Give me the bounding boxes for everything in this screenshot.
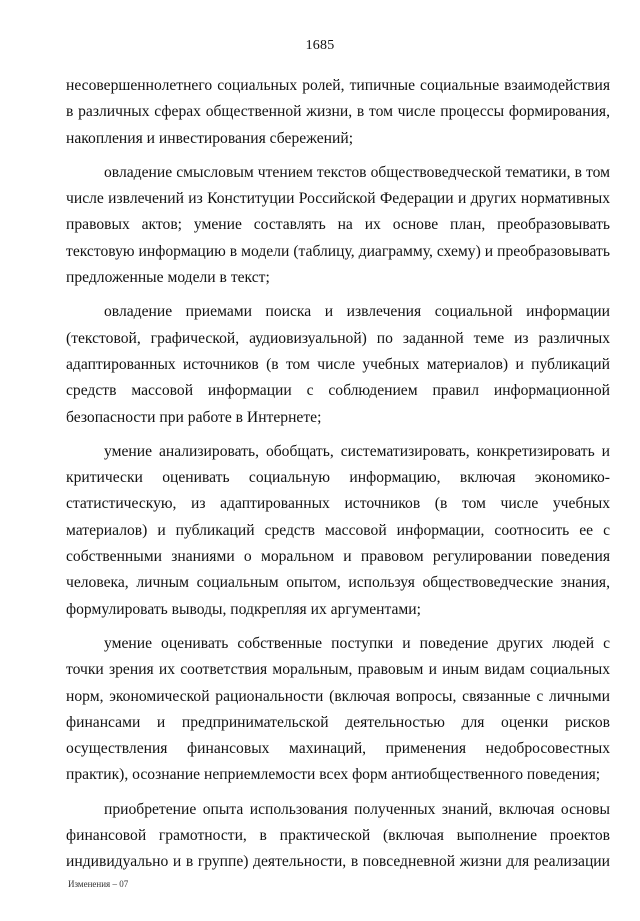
paragraph-information-search: овладение приемами поиска и извлечения социальной информации (текстовой, графической, аудиовизуальной) по заданной теме из различных адаптированных источников (в том числе учебных материалов) и публикаций средств массовой информации с соблюдением правил информационной безопасности при работе в Интернете; xyxy=(66,303,610,426)
footer-revision-note: Изменения – 07 xyxy=(68,879,129,889)
paragraph-experience-application: приобретение опыта использования полученных знаний, включая основы финансовой грамотности, в практической (включая выполнение проектов индивидуально и в группе) деятельности, в повседневной жизни для реализации xyxy=(66,800,610,871)
page-number: 1685 xyxy=(305,38,335,53)
paragraph-analysis-skills: умение анализировать, обобщать, систематизировать, конкретизировать и критически оценивать социальную информацию, включая экономико-статистическую, из адаптированных источников (в том числе учебных материалов) и публикаций средств массовой информации, соотносить ее с собственными знаниями о моральном и правовом регулировании поведения человека, личным социальным опытом, используя обществоведческие знания, формулировать выводы, подкрепляя их аргументами; xyxy=(66,442,610,618)
document-body xyxy=(66,73,610,884)
paragraph-semantic-reading: овладение смысловым чтением текстов обществоведческой тематики, в том числе извлечений из Конституции Российской Федерации и других нормативных правовых актов; умение составлять на их основе план, преобразовывать текстовую информацию в модели (таблицу, диаграмму, схему) и преобразовывать предложенные модели в текст; xyxy=(66,163,610,287)
paragraph-continuation: несовершеннолетнего социальных ролей, типичные социальные взаимодействия в различных сферах общественной жизни, в том числе процессы формирования, накопления и инвестирования сбережений; xyxy=(66,77,610,147)
paragraph-evaluation-skills: умение оценивать собственные поступки и поведение других людей с точки зрения их соответствия моральным, правовым и иным видам социальных норм, экономической рациональности (включая вопросы, связанные с личными финансами и предпринимательской деятельностью для оценки рисков осуществления финансовых махинаций, применения недобросовестных практик), осознание неприемлемости всех форм антиобщественного поведения; xyxy=(66,634,610,784)
